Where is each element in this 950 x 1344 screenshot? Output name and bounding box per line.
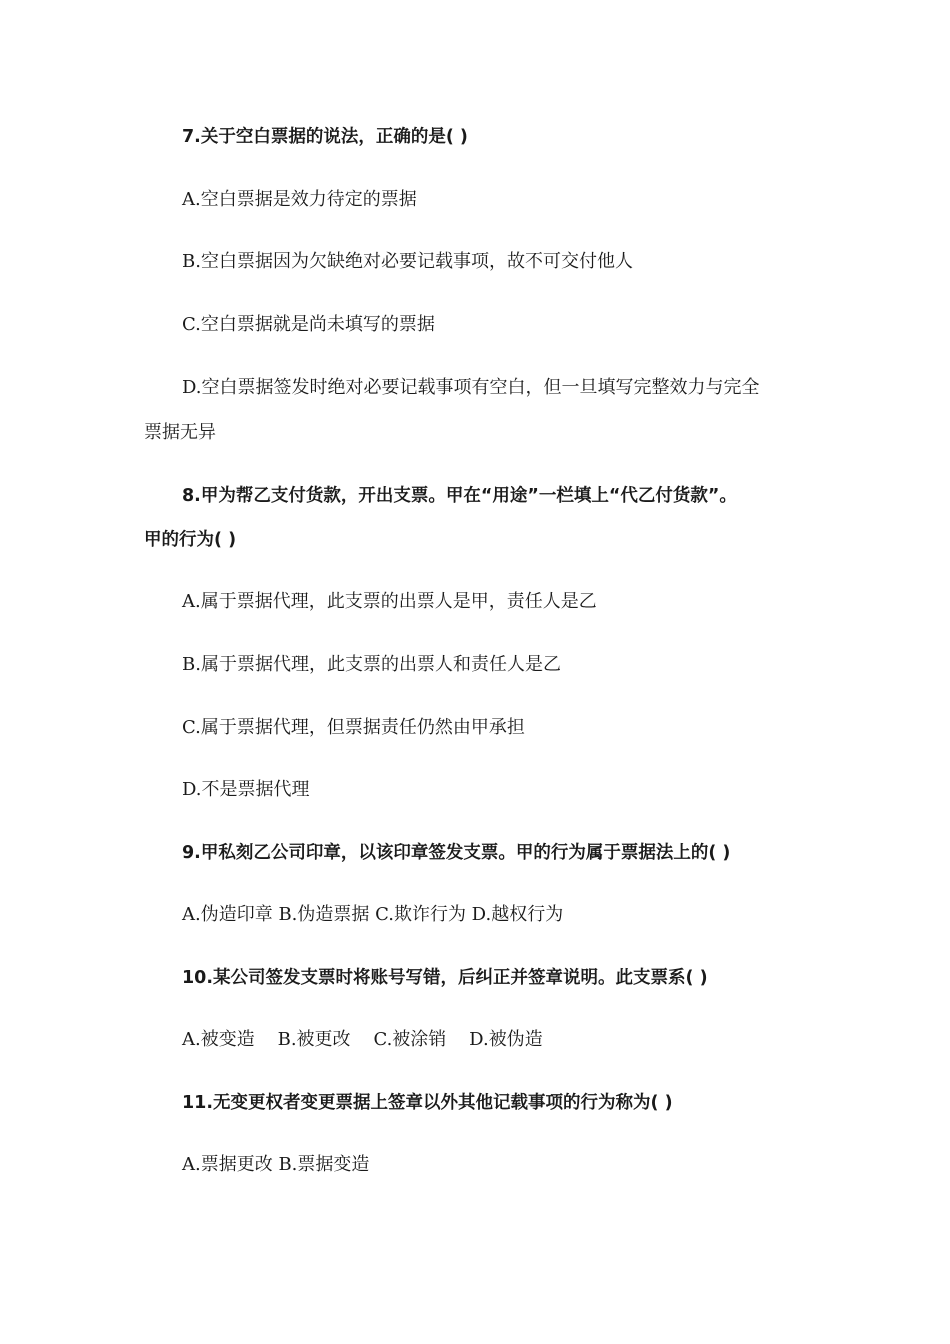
question-10-options: A.被变造 B.被更改 C.被涂销 D.被伪造 bbox=[182, 1029, 543, 1050]
question-7-title: 7.关于空白票据的说法，正确的是( ) bbox=[182, 127, 468, 147]
question-7-option-d-continued: 票据无异 bbox=[144, 422, 216, 443]
question-9-title: 9.甲私刻乙公司印章，以该印章签发支票。甲的行为属于票据法上的( ) bbox=[182, 843, 731, 863]
question-7-option-d: D.空白票据签发时绝对必要记载事项有空白，但一旦填写完整效力与完全 bbox=[182, 377, 760, 398]
question-7-option-a: A.空白票据是效力待定的票据 bbox=[182, 189, 417, 210]
question-7-option-c: C.空白票据就是尚未填写的票据 bbox=[182, 314, 435, 335]
question-8-title-continued: 甲的行为( ) bbox=[144, 530, 237, 550]
question-11-title: 11.无变更权者变更票据上签章以外其他记载事项的行为称为( ) bbox=[182, 1093, 673, 1113]
question-11-options: A.票据更改 B.票据变造 bbox=[182, 1154, 370, 1175]
question-9-options: A.伪造印章 B.伪造票据 C.欺诈行为 D.越权行为 bbox=[182, 904, 564, 925]
question-8-option-d: D.不是票据代理 bbox=[182, 779, 310, 800]
question-8-title: 8.甲为帮乙支付货款，开出支票。甲在“用途”一栏填上“代乙付货款”。 bbox=[182, 486, 737, 506]
question-8-option-c: C.属于票据代理，但票据责任仍然由甲承担 bbox=[182, 717, 525, 738]
question-8-option-a: A.属于票据代理，此支票的出票人是甲，责任人是乙 bbox=[182, 591, 597, 612]
question-10-title: 10.某公司签发支票时将账号写错，后纠正并签章说明。此支票系( ) bbox=[182, 968, 708, 988]
question-8-option-b: B.属于票据代理，此支票的出票人和责任人是乙 bbox=[182, 654, 561, 675]
question-7-option-b: B.空白票据因为欠缺绝对必要记载事项，故不可交付他人 bbox=[182, 251, 633, 272]
